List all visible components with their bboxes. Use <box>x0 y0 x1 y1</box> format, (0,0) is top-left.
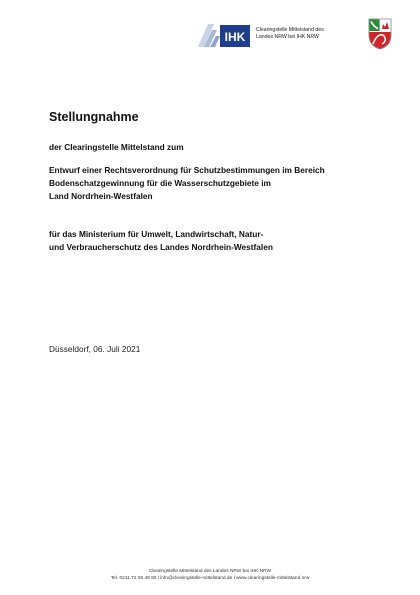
document-subject <box>49 164 325 203</box>
ihk-logo <box>196 22 250 48</box>
clearingstelle-name <box>256 27 354 40</box>
subject-line: Bodenschatzgewinnung für die Wasserschutzgebiete im <box>49 178 271 188</box>
nrw-crest-icon <box>368 18 392 50</box>
recipient-line: und Verbraucherschutz des Landes Nordrhein-Westfalen <box>49 241 273 252</box>
header-logos <box>196 18 396 54</box>
footer-line: Tel. 0211.71 06 48 90 l info@clearingstelle-mittelstand.de l www.clearingstelle-mittelstand.nrw <box>110 576 310 581</box>
document-recipient <box>49 228 273 253</box>
subject-line: Entwurf einer Rechtsverordnung für Schutzbestimmungen im Bereich <box>49 165 325 175</box>
document-title: Stellungnahme <box>49 110 139 124</box>
footer-line: Clearingstelle Mittelstand des Landes NRW bei IHK NRW <box>148 569 272 574</box>
page-footer <box>0 568 420 582</box>
document-date: Düsseldorf, 06. Juli 2021 <box>49 344 141 354</box>
recipient-line: für das Ministerium für Umwelt, Landwirtschaft, Natur- <box>49 229 264 239</box>
clearingstelle-line: Clearingstelle Mittelstand des <box>256 27 324 33</box>
subject-line: Land Nordrhein-Westfalen <box>49 191 153 201</box>
ihk-logo-text: IHK <box>224 30 246 44</box>
clearingstelle-line: Landes NRW bei IHK NRW <box>256 33 319 40</box>
document-subtitle: der Clearingstelle Mittelstand zum <box>49 142 184 152</box>
